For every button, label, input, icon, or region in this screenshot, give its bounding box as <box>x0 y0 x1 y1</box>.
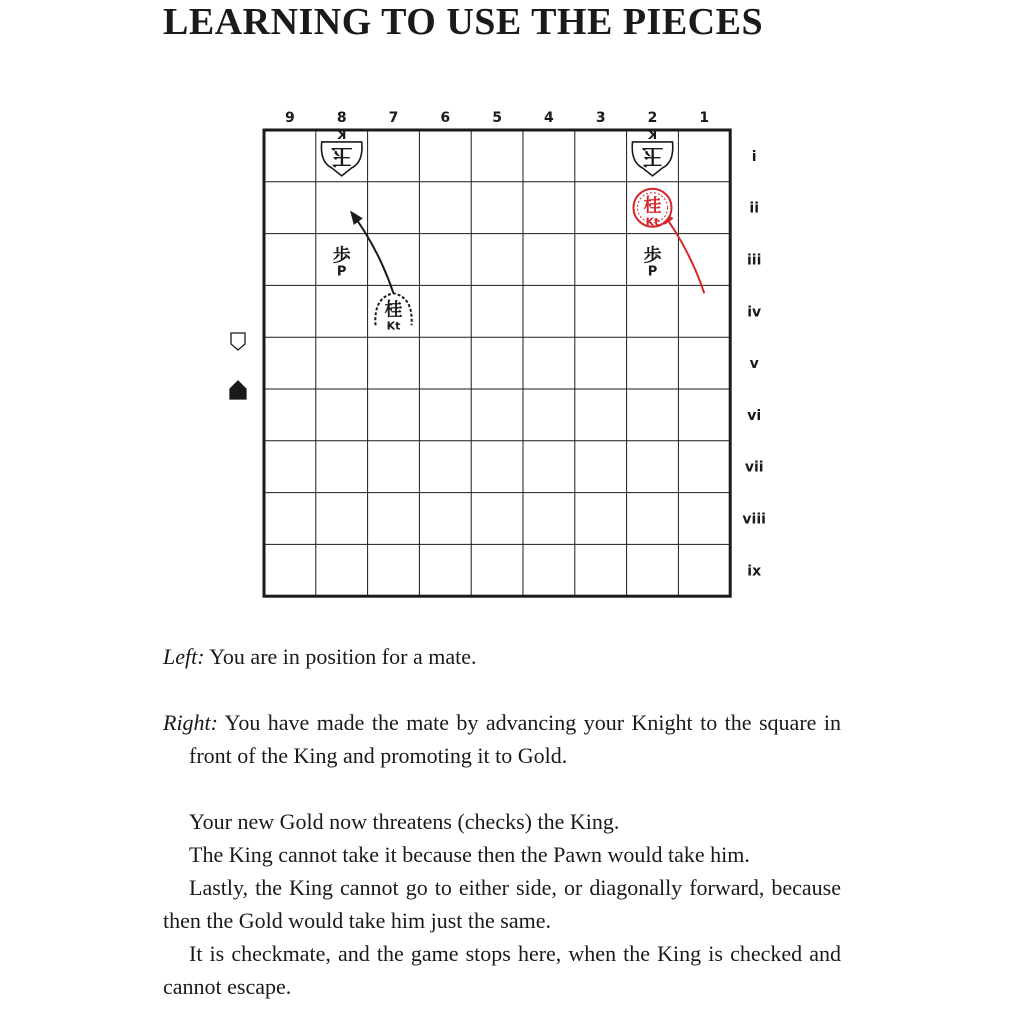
file-label: 5 <box>492 110 502 126</box>
rank-label: ix <box>747 563 762 580</box>
file-label: 6 <box>440 110 451 126</box>
pawn-8-iii-piece <box>333 245 351 280</box>
captions <box>163 640 841 1003</box>
piece-label: Kt <box>645 215 660 229</box>
opponent-marker-icon <box>231 333 245 350</box>
page-title: LEARNING TO USE THE PIECES <box>163 1 764 43</box>
king-2-i-piece <box>632 127 673 176</box>
piece-kanji: 歩 <box>643 245 662 267</box>
knight-2-ii-piece <box>634 189 672 229</box>
caption-left-label: Left: <box>163 644 205 669</box>
paragraph-4: It is checkmate, and the game stops here, when the King is checked and cannot escape. <box>163 941 841 999</box>
file-label: 9 <box>285 110 295 126</box>
caption-left-text: You are in position for a mate. <box>204 644 477 669</box>
file-labels <box>285 110 709 126</box>
left-knight-move-arrow <box>352 213 394 294</box>
rank-label: ii <box>749 200 760 217</box>
side-markers <box>230 333 246 399</box>
rank-label: vii <box>744 459 764 476</box>
piece-label: K <box>337 126 347 141</box>
piece-label: P <box>647 264 658 280</box>
pawn-2-iii-piece <box>644 245 662 280</box>
piece-kanji: 桂 <box>643 195 662 217</box>
paragraph-3: Lastly, the King cannot go to either side, or diagonally forward, because then the Gold would take him just the same. <box>163 875 841 933</box>
piece-label: Kt <box>386 319 401 333</box>
board-pieces <box>321 127 672 332</box>
file-label: 7 <box>388 110 399 126</box>
piece-kanji: 桂 <box>384 299 403 321</box>
right-knight-move-arrow <box>663 213 705 294</box>
file-label: 1 <box>699 110 710 126</box>
file-label: 4 <box>544 110 554 126</box>
king-8-i-piece <box>321 127 362 176</box>
piece-label: P <box>336 264 347 280</box>
paragraph-1: Your new Gold now threatens (checks) the King. <box>189 809 620 834</box>
caption-left <box>163 640 841 673</box>
player-marker-icon <box>230 381 246 399</box>
rank-label: vi <box>747 407 762 424</box>
file-label: 8 <box>336 110 347 126</box>
rank-labels <box>742 149 766 579</box>
piece-kanji: 玉 <box>330 142 353 168</box>
knight-7-iv-piece <box>375 293 411 332</box>
caption-right <box>163 706 841 772</box>
caption-right-text: You have made the mate by advancing your Knight to the square in front of the King and promoting it to Gold. <box>189 710 841 768</box>
rank-label: i <box>751 148 757 165</box>
piece-label: K <box>647 126 658 141</box>
paragraph-2: The King cannot take it because then the Pawn would take him. <box>189 842 750 867</box>
rank-label: viii <box>742 511 766 528</box>
rank-label: v <box>749 356 759 373</box>
caption-right-label: Right: <box>163 710 218 735</box>
piece-kanji: 歩 <box>332 245 351 267</box>
rank-label: iv <box>747 304 762 321</box>
rank-label: iii <box>746 252 762 269</box>
file-label: 2 <box>647 110 658 126</box>
piece-kanji: 玉 <box>641 142 664 168</box>
file-label: 3 <box>595 110 606 126</box>
